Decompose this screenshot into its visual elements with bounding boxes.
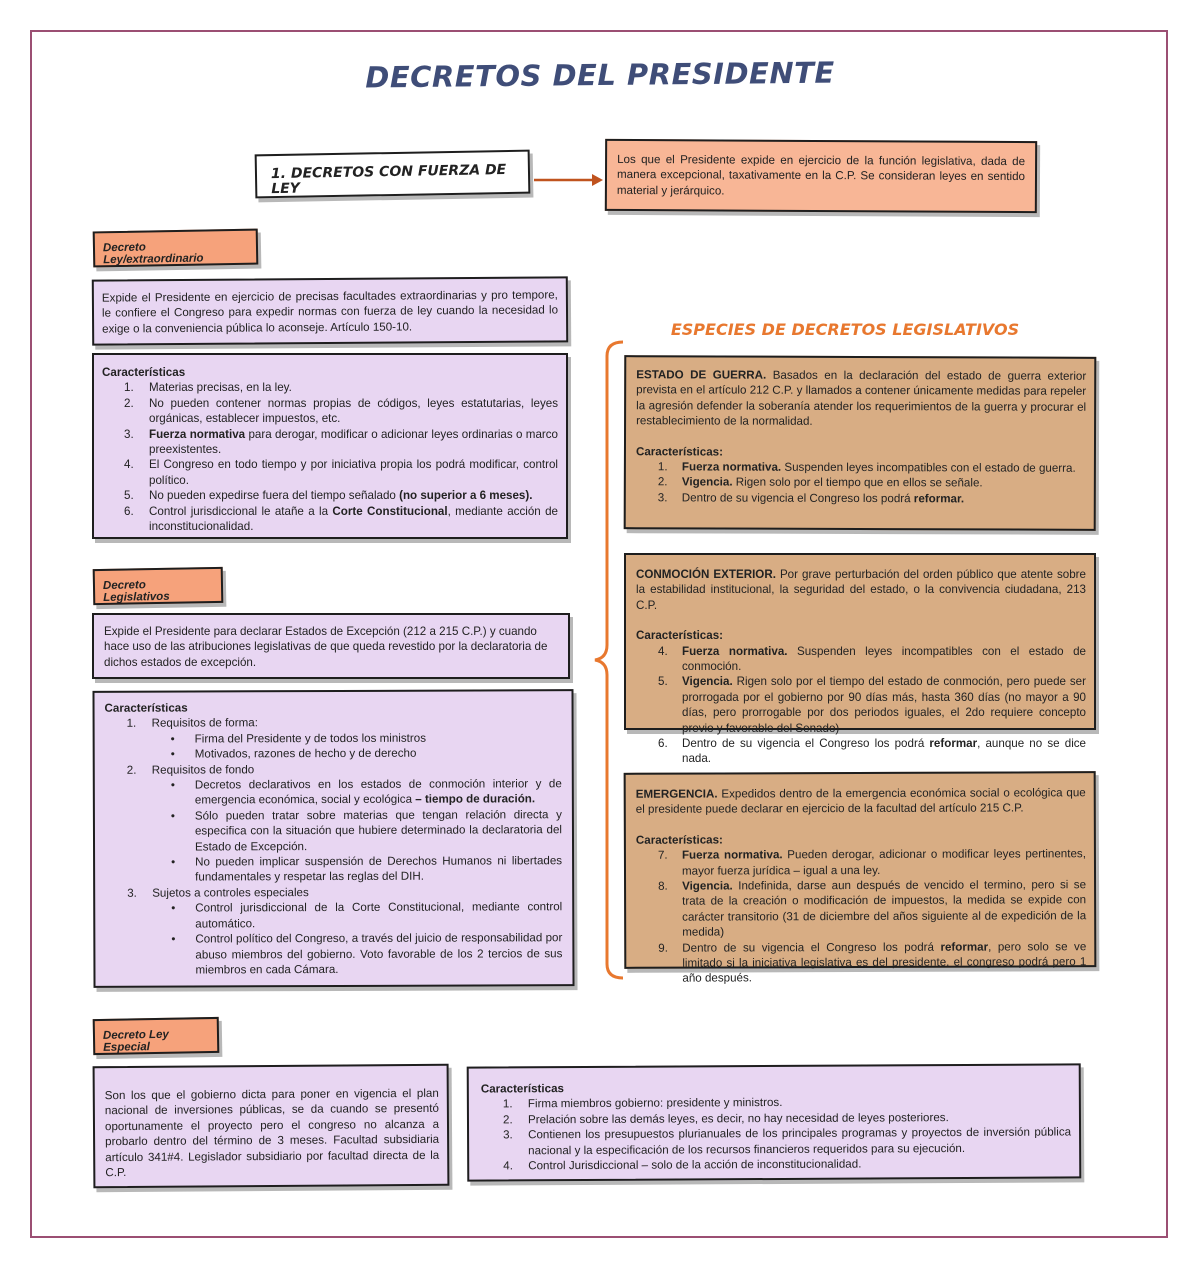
emergencia-box — [624, 771, 1097, 986]
section-heading-box — [255, 150, 531, 199]
text: , aunque no se dice nada. — [682, 737, 1087, 766]
bold-text: Fuerza normativa. — [681, 460, 782, 474]
bold-text: Vigencia. — [682, 879, 733, 893]
list-item — [105, 715, 562, 732]
text: No pueden expedirse fuera del tiempo señalado — [149, 489, 400, 503]
decreto-legislativo-description: Expide el Presidente para declarar Estados de Excepción (212 a 215 C.P.) y cuando hace uso de las atribuciones legislativas de que queda revestido por la declaratoria de dichos estados de excepción. — [104, 625, 548, 669]
decreto-especial-description: Son los que el gobierno dicta para poner en vigencia el plan nacional de inversiones públicas, se da cuando se presentó oportunamente el proyecto pero el congreso no alcanza a probarlo dentro del término de 3 meses. Facultad subsidiaria artículo 341#4. Legislador subsidiario por facultad directa de la C.P. — [104, 1086, 440, 1180]
list-item — [102, 504, 558, 535]
list-item — [105, 807, 562, 855]
list-number: 3. — [127, 886, 137, 900]
text: Rigen solo por el tiempo del estado de conmoción, pero puede ser prorrogada por el gobierno por 90 días más, hasta 360 días (no mayor a 90 días, pero prorrogable por dos periodos iguales, el 2do requiere concepto previo y favorable del Senado) — [682, 675, 1086, 735]
estado-guerra-text: ESTADO DE GUERRA. Basados en la declaración del estado de guerra exterior prevista en el artículo 212 C.P. y llamados a contener únicamente medidas para repeler la agresión defender la soberanía atender los requerimientos de la guerra y procurar el restablecimiento de la normalidad. — [636, 368, 1087, 429]
text: Firma del Presidente y de todos los ministros — [194, 731, 427, 746]
list-item — [105, 899, 562, 931]
characteristics-title: Características — [102, 366, 186, 379]
list-number: 6. — [658, 737, 668, 751]
list-number: 1. — [124, 381, 134, 395]
bold-text: Fuerza normativa. — [681, 848, 783, 862]
tag-label: Decreto Ley/extraordinario — [102, 241, 204, 267]
text: Control jurisdiccional le atañe a la — [149, 504, 333, 518]
text: Contienen los presupuestos plurianuales de los principales programas y proyectos de inversión pública nacional y la especificación de los recursos financieros requeridos para su ejecución. — [528, 1125, 1072, 1157]
list-item — [102, 457, 558, 488]
characteristics-title: Características: — [636, 629, 724, 643]
list-number: 5. — [658, 675, 668, 689]
list-item — [636, 846, 1086, 878]
decreto-ley-description: Expide el Presidente en ejercicio de precisas facultades extraordinarias y pro tempore, le confiere el Congreso para expedir normas con fuerza de ley cuando la necesidad lo exige o la conveniencia pública lo aconseje. Artículo 150-10. — [101, 288, 559, 336]
list-item-text — [152, 761, 562, 778]
text: Dentro de su vigencia el Congreso los podrá — [681, 491, 914, 506]
characteristics-list — [636, 846, 1086, 986]
list-item-text — [682, 644, 1086, 675]
bold-text: Vigencia. — [682, 675, 733, 689]
list-number: 6. — [124, 504, 134, 518]
list-item-text — [195, 745, 562, 762]
list-number: 2. — [124, 396, 134, 410]
list-number: 9. — [658, 941, 668, 955]
characteristics-list — [636, 459, 1086, 507]
list-item-text — [149, 396, 558, 427]
list-number: • — [171, 932, 176, 946]
characteristics-list — [636, 644, 1086, 767]
list-item-text — [682, 475, 1086, 492]
list-item-text — [195, 853, 562, 885]
list-item-text — [152, 715, 562, 732]
decreto-especial-description-box — [93, 1064, 450, 1188]
characteristics-list — [481, 1094, 1071, 1174]
text: Requisitos de forma: — [151, 716, 258, 731]
text: Indefinida, darse aun después de vencido el termino, pero si se trata de la creación o modificación de impuestos, la medida se expide con carácter transitorio (31 de diciembre del años siguiente al de expedición de la medida) — [682, 878, 1087, 939]
list-item-text — [528, 1125, 1071, 1159]
list-number: • — [170, 778, 175, 792]
arrow-right-icon — [532, 170, 604, 190]
bold-text: Corte Constitucional — [332, 504, 448, 518]
conmocion-exterior-box — [624, 553, 1096, 766]
text: Rigen solo por el tiempo que en ellos se señale. — [732, 475, 983, 490]
characteristics-list — [102, 380, 558, 534]
list-number: 1. — [657, 460, 668, 474]
text: Pueden derogar, adicionar o modificar leyes pertinentes, mayor fuerza jurídica – igual a una ley. — [681, 847, 1086, 878]
bold-text: – tiempo de duración. — [415, 792, 536, 807]
decreto-especial-characteristics-box — [467, 1063, 1082, 1181]
list-number: 2. — [502, 1113, 513, 1127]
list-item — [105, 745, 562, 762]
tag-decreto-legislativo — [93, 567, 224, 605]
list-number: • — [171, 855, 176, 869]
list-number: 3. — [657, 491, 668, 505]
list-item-text — [195, 776, 562, 808]
list-item-text — [149, 427, 558, 458]
definition-text: Los que el Presidente expide en ejercicio de la función legislativa, dada de manera excepcional, taxativamente en la C.P. Se consideran leyes en sentido material y jerárquico. — [616, 152, 1026, 198]
list-item — [636, 674, 1086, 736]
decreto-ley-description-box — [92, 276, 568, 345]
bold-text: Fuerza normativa — [149, 427, 246, 441]
text: Materias precisas, en la ley. — [149, 381, 292, 395]
list-item-text — [682, 877, 1086, 940]
bold-text: Vigencia. — [681, 475, 733, 489]
bold-text: (no superior a 6 meses). — [399, 489, 533, 503]
list-item — [636, 877, 1086, 940]
list-number: 4. — [124, 458, 134, 472]
list-item — [105, 730, 562, 747]
list-item — [102, 488, 558, 503]
page-title: DECRETOS DEL PRESIDENTE — [365, 55, 835, 95]
list-item-text — [149, 488, 558, 503]
list-item — [636, 736, 1086, 767]
characteristics-title: Características: — [635, 833, 723, 847]
list-item — [636, 939, 1086, 987]
list-number: 1. — [502, 1097, 513, 1111]
list-item — [636, 459, 1086, 476]
species-heading: ESPECIES DE DECRETOS LEGISLATIVOS — [670, 320, 1020, 339]
list-number: 5. — [124, 489, 134, 503]
list-item-text — [682, 674, 1086, 736]
list-item — [105, 776, 562, 808]
list-number: 2. — [126, 763, 137, 777]
text: para derogar, modificar o adicionar leyes ordinarias o marco preexistentes. — [149, 427, 558, 457]
list-item-text — [682, 846, 1086, 878]
list-item — [481, 1125, 1071, 1159]
text: Control jurisdiccional de la Corte Constitucional, mediante control automático. — [195, 900, 563, 931]
list-number: 3. — [124, 427, 134, 441]
list-number: 4. — [503, 1159, 513, 1173]
list-item-text — [149, 457, 558, 488]
text: Control político del Congreso, a través del juicio de responsabilidad por abuso miembros del gobierno. Voto favorable de los 2 tercios de sus miembros en cada Cámara. — [195, 931, 563, 977]
bold-text: reformar. — [913, 492, 965, 506]
list-number: • — [170, 809, 176, 823]
text: Dentro de su vigencia el Congreso los podrá — [682, 940, 941, 955]
list-item — [102, 427, 558, 458]
decreto-legislativo-characteristics-box — [92, 689, 574, 988]
text: Sujetos a controles especiales — [152, 885, 309, 900]
decreto-ley-characteristics-box — [92, 353, 568, 539]
list-item-text — [682, 939, 1086, 987]
list-item-text — [195, 899, 562, 931]
list-number: 2. — [657, 475, 668, 489]
text: Suspenden leyes incompatibles con el estado de conmoción. — [682, 644, 1086, 674]
bold-text: reformar — [940, 940, 989, 954]
list-number: • — [170, 747, 175, 761]
list-item-text — [682, 736, 1086, 767]
list-item-text — [195, 930, 562, 977]
text: Suspenden leyes incompatibles con el estado de guerra. — [781, 460, 1076, 475]
text: Decretos declarativos en los estados de conmoción interior y de emergencia económica, social y ecológica — [194, 777, 562, 807]
text: Prelación sobre las demás leyes, es decir, no hay necesidad de leyes posteriores. — [527, 1110, 949, 1127]
text: Sólo pueden tratar sobre materias que tengan relación directa y especifica con la situación que hubiere determinado la declaratoria del Estado de Excepción. — [194, 808, 562, 854]
list-number: • — [170, 732, 175, 746]
list-item — [105, 930, 562, 978]
list-number: 8. — [658, 879, 668, 893]
list-item — [102, 380, 558, 395]
list-item-text — [528, 1155, 1071, 1173]
list-item — [636, 644, 1086, 675]
text: Control Jurisdiccional – solo de la acción de inconstitucionalidad. — [528, 1157, 862, 1173]
list-number: 4. — [658, 644, 668, 658]
list-item — [102, 396, 558, 427]
characteristics-title: Características — [104, 701, 188, 715]
text: No pueden implicar suspensión de Derechos Humanos ni libertades fundamentales y respetar las reglas del DIH. — [195, 854, 563, 884]
conmocion-text: CONMOCIÓN EXTERIOR. Por grave perturbación del orden público que atente sobre la estabilidad institucional, la seguridad del estado, o la convivencia ciudadana, 213 C.P. — [636, 568, 1086, 612]
text: Dentro de su vigencia el Congreso los podrá — [682, 737, 930, 751]
emergencia-text: EMERGENCIA. Expedidos dentro de la emergencia económica social o ecológica que el presidente puede declarar en ejercicio de la facultad del artículo 215 C.P. — [635, 786, 1086, 817]
text: , pero solo se ve limitado si la iniciativa legislativa es del presidente, el congreso podrá pero 1 año después. — [682, 939, 1087, 986]
list-item-text — [149, 504, 558, 535]
list-item — [105, 853, 562, 885]
list-number: 3. — [503, 1128, 513, 1142]
list-item — [636, 490, 1086, 507]
list-item-text — [195, 730, 562, 747]
text: No pueden contener normas propias de códigos, leyes estatutarias, leyes orgánicas, establecer impuestos, etc. — [149, 396, 558, 426]
list-item-text — [149, 380, 558, 395]
list-number: 1. — [126, 717, 137, 731]
characteristics-title: Características — [480, 1082, 565, 1096]
tag-label: Decreto Ley Especial — [102, 1028, 169, 1054]
text: Motivados, razones de hecho y de derecho — [194, 746, 417, 761]
estado-guerra-box — [624, 355, 1097, 531]
section-heading: 1. DECRETOS CON FUERZA DE LEY — [270, 162, 507, 198]
bold-text: Fuerza normativa. — [682, 644, 788, 658]
characteristics-title: Características: — [635, 444, 724, 459]
list-item-text — [195, 807, 562, 854]
list-item-text — [682, 459, 1086, 476]
list-item — [636, 475, 1086, 492]
text: , mediante acción de inconstitucionalidad. — [149, 504, 558, 534]
decreto-legislativo-description-box — [92, 613, 570, 679]
tag-label: Decreto Legislativos — [102, 579, 170, 604]
list-number: 7. — [657, 848, 668, 862]
bold-text: reformar — [929, 737, 978, 751]
characteristics-list — [105, 715, 563, 978]
list-item-text — [682, 490, 1086, 507]
tag-decreto-especial — [93, 1017, 220, 1055]
list-item — [105, 761, 562, 778]
definition-box — [605, 139, 1037, 213]
list-number: • — [171, 901, 176, 915]
list-item — [105, 884, 562, 901]
list-item-text — [152, 884, 562, 901]
list-item — [481, 1155, 1071, 1173]
tag-decreto-ley — [93, 229, 259, 268]
text: Firma miembros gobierno: presidente y ministros. — [527, 1096, 783, 1111]
text: Requisitos de fondo — [151, 762, 255, 777]
text: El Congreso en todo tiempo y por iniciativa propia los podrá modificar, control político. — [149, 458, 558, 487]
